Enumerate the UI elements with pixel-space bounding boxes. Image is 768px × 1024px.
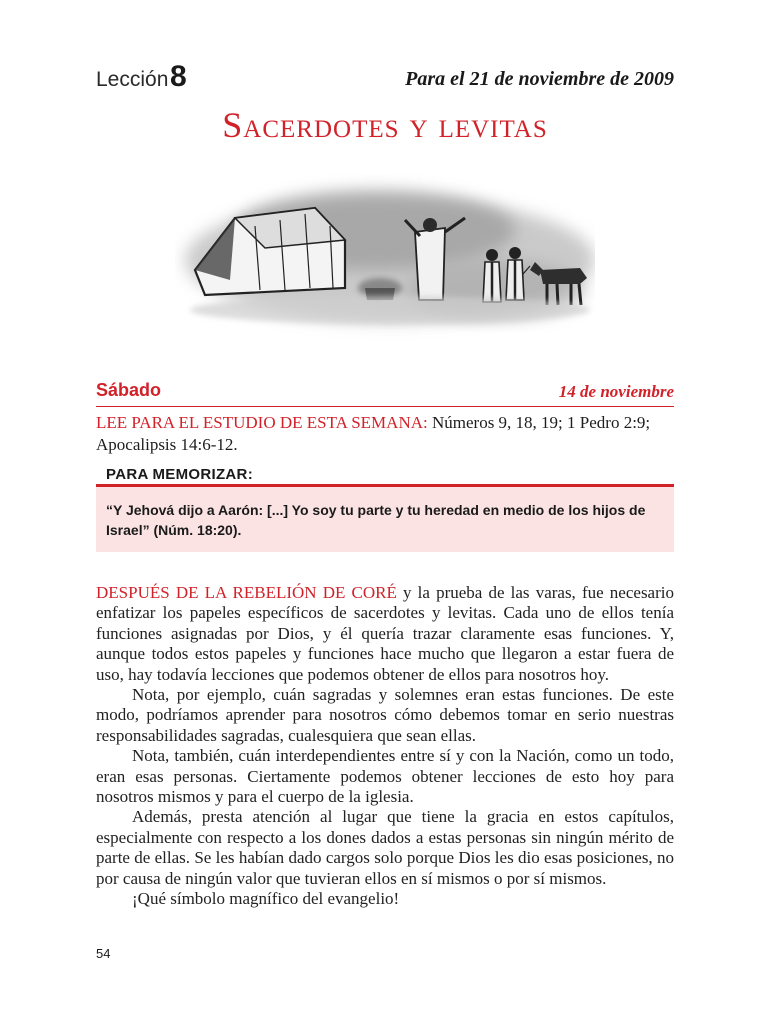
memory-verse: “Y Jehová dijo a Aarón: [...] Yo soy tu parte y tu heredad en medio de los hijos de Israel” (Núm. 18:20).	[106, 502, 646, 538]
tabernacle-priests-illustration	[175, 170, 595, 345]
body-paragraph-2: Nota, por ejemplo, cuán sagradas y solemnes eran estas funciones. De este modo, podríamos aprender para nosotros cómo debemos tomar en serio nuestras responsabilidades sagradas, cualesquiera que sean ellas.	[96, 685, 674, 745]
lesson-header	[96, 62, 674, 102]
day-header	[96, 380, 674, 407]
lesson-number: 8	[170, 60, 187, 93]
body-paragraph-1	[96, 583, 674, 685]
study-reference-list: Números 9, 18, 19; 1 Pedro 2:9; Apocalipsis 14:6-12.	[96, 413, 651, 454]
body-paragraph-3: Nota, también, cuán interdependientes entre sí y con la Nación, como un todo, eran esas personas. Ciertamente podemos obtener lecciones de esto hoy para nosotros mismos y para el cuerpo de la iglesia.	[96, 746, 674, 807]
study-references	[96, 412, 674, 456]
illustration-svg	[175, 170, 595, 345]
lead-in: DESPUÉS DE LA REBELIÓN DE CORÉ	[96, 583, 397, 602]
study-label: LEE PARA EL ESTUDIO DE ESTA SEMANA:	[96, 413, 428, 432]
lesson-body	[96, 583, 674, 910]
lesson-label: Lección	[96, 68, 169, 91]
day-date: 14 de noviembre	[558, 382, 674, 401]
body-paragraph-5: ¡Qué símbolo magnífico del evangelio!	[132, 889, 400, 909]
memorize-box	[96, 484, 674, 552]
page-number: 54	[96, 946, 111, 961]
memorize-label: PARA MEMORIZAR:	[106, 466, 253, 483]
day-name: Sábado	[96, 380, 162, 400]
body-paragraph-4: Además, presta atención al lugar que tiene la gracia en estos capítulos, especialmente con respecto a los dones dados a estas personas sin ningún mérito de parte de ellas. Se les habían dado cargos solo porque Dios les dio esas posiciones, no por causa de ningún valor que tuvieran ellos en sí mismos o por sí mismos.	[96, 807, 674, 888]
page-title: Sacerdotes y levitas	[222, 105, 548, 145]
body-paragraph-1-text: y la prueba de las varas, fue necesario enfatizar los papeles específicos de sacerdotes y levitas. Cada uno de ellos tenía funciones asignadas por Dios, y él quería trazar claramente esas funciones. Y, aunque todos estos papeles y funciones hace mucho que llegaron a estar fuera de uso, hay todavía lecciones que podemos obtener de ellos para nosotros hoy.	[96, 583, 674, 684]
lesson-date: Para el 21 de noviembre de 2009	[405, 68, 674, 90]
